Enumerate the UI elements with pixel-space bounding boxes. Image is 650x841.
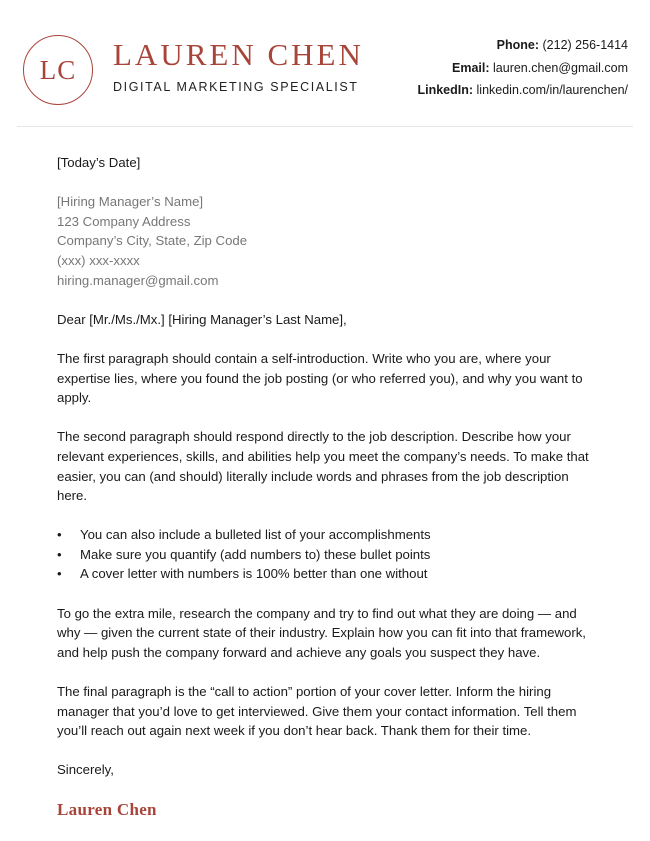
- email-label: Email:: [452, 60, 490, 75]
- bullet-icon: •: [57, 566, 62, 582]
- closing: Sincerely,: [57, 762, 114, 778]
- paragraph-job-fit: The second paragraph should respond directly to the job description. Describe how your relevant experiences, skills, and abilities help you meet the company’s needs. To make that easier, you can (and should) literally include words and phrases from the job description here.: [57, 429, 589, 504]
- email-value: lauren.chen@gmail.com: [493, 60, 628, 75]
- phone-value: (212) 256-1414: [542, 38, 628, 52]
- list-item: [57, 545, 597, 565]
- letter-body: [57, 153, 597, 819]
- recipient-address: 123 Company Address: [57, 213, 191, 229]
- signature: Lauren Chen: [57, 799, 157, 819]
- list-item-text: You can also include a bulleted list of your accomplishments: [80, 527, 431, 543]
- linkedin-label: LinkedIn:: [417, 83, 474, 97]
- bullet-icon: •: [57, 546, 62, 562]
- applicant-name: LAUREN CHEN: [113, 37, 364, 72]
- contact-email: [417, 57, 628, 80]
- list-item: [57, 564, 597, 584]
- header-divider: [17, 126, 633, 127]
- contact-phone: [417, 34, 628, 57]
- paragraph-intro: The first paragraph should contain a self-introduction. Write who you are, where your expertise lies, where you found the job posting (or who referred you), and why you want to apply.: [57, 350, 583, 406]
- recipient-block: [57, 192, 597, 290]
- contact-block: [417, 34, 628, 102]
- phone-label: Phone:: [496, 38, 540, 52]
- letter-date: [Today’s Date]: [57, 155, 141, 170]
- recipient-city: Company’s City, State, Zip Code: [57, 233, 248, 249]
- paragraph-call-to-action: The final paragraph is the “call to action” portion of your cover letter. Inform the hiring manager that you’d love to get interviewed. Give them your contact information. Tell them you’ll reach out again next week if you don’t hear back. Thank them for their time.: [57, 684, 577, 739]
- recipient-name: [Hiring Manager’s Name]: [57, 194, 204, 210]
- bullet-icon: •: [57, 527, 62, 543]
- list-item-text: Make sure you quantify (add numbers to) these bullet points: [80, 546, 431, 562]
- paragraph-research: To go the extra mile, research the company and try to find out what they are doing — and why — given the current state of their industry. Explain how you can fit into that framework, and help push the company forward and achieve any goals you suspect they have.: [57, 605, 586, 660]
- list-item-text: A cover letter with numbers is 100% better than one without: [80, 566, 428, 582]
- linkedin-value: linkedin.com/in/laurenchen/: [476, 83, 628, 97]
- accomplishment-list: [57, 525, 597, 584]
- job-title: DIGITAL MARKETING SPECIALIST: [113, 80, 359, 94]
- monogram-logo: LC: [23, 35, 93, 105]
- recipient-phone: (xxx) xxx-xxxx: [57, 252, 140, 268]
- contact-linkedin: [417, 79, 628, 102]
- salutation: Dear [Mr./Ms./Mx.] [Hiring Manager’s Last Name],: [57, 311, 347, 327]
- recipient-email: hiring.manager@gmail.com: [57, 272, 219, 288]
- list-item: [57, 525, 597, 545]
